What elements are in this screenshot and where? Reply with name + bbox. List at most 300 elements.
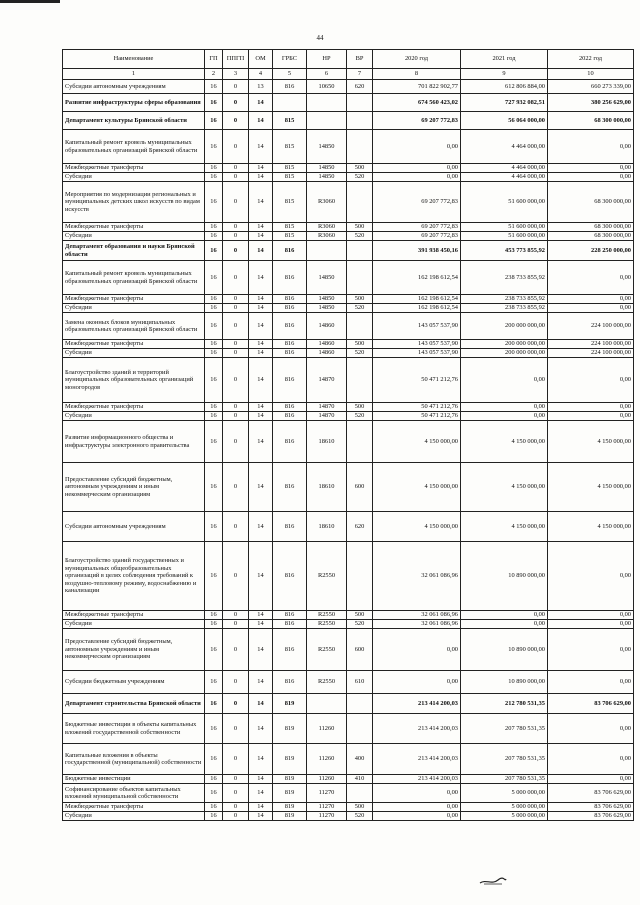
col-number: 5	[273, 69, 307, 80]
row-nr-cell: 14860	[307, 340, 347, 349]
row-ppgp-cell: 0	[223, 812, 249, 821]
row-2021-cell: 51 600 000,00	[461, 182, 548, 223]
row-ppgp-cell: 0	[223, 112, 249, 130]
row-2020-cell: 213 414 200,03	[373, 694, 461, 714]
col-header-gp: ГП	[205, 50, 223, 69]
row-ppgp-cell: 0	[223, 421, 249, 463]
col-number: 7	[347, 69, 373, 80]
row-om-cell: 14	[249, 463, 273, 512]
row-name-cell: Межбюджетные трансферты	[63, 611, 205, 620]
row-grbs-cell: 816	[273, 629, 307, 671]
row-grbs-cell: 815	[273, 182, 307, 223]
row-ppgp-cell: 0	[223, 304, 249, 313]
row-vr-cell	[347, 421, 373, 463]
row-grbs-cell: 816	[273, 512, 307, 542]
row-om-cell: 14	[249, 403, 273, 412]
row-2021-cell: 238 733 855,92	[461, 295, 548, 304]
row-name-cell: Межбюджетные трансферты	[63, 223, 205, 232]
row-name-cell: Предоставление субсидий бюджетным, автономным учреждениям и иным некоммерческим организациям	[63, 463, 205, 512]
row-grbs-cell: 816	[273, 304, 307, 313]
row-nr-cell: 10650	[307, 80, 347, 94]
row-name-cell: Департамент культуры Брянской области	[63, 112, 205, 130]
row-vr-cell	[347, 542, 373, 611]
row-om-cell: 14	[249, 611, 273, 620]
row-name-cell: Предоставление субсидий бюджетным, автономным учреждениям и иным некоммерческим организациям	[63, 629, 205, 671]
row-2021-cell: 212 780 531,35	[461, 694, 548, 714]
row-2021-cell: 727 932 082,51	[461, 94, 548, 112]
row-nr-cell: 14850	[307, 164, 347, 173]
table-row	[63, 512, 634, 542]
row-grbs-cell: 819	[273, 714, 307, 744]
row-2022-cell: 68 300 000,00	[548, 112, 634, 130]
row-vr-cell	[347, 241, 373, 261]
row-nr-cell: 11260	[307, 714, 347, 744]
row-vr-cell	[347, 182, 373, 223]
row-ppgp-cell: 0	[223, 671, 249, 694]
row-grbs-cell: 816	[273, 340, 307, 349]
table-row	[63, 164, 634, 173]
row-nr-cell: 14860	[307, 313, 347, 340]
row-grbs-cell: 815	[273, 232, 307, 241]
row-gp-cell: 16	[205, 463, 223, 512]
row-ppgp-cell: 0	[223, 182, 249, 223]
row-grbs-cell: 816	[273, 349, 307, 358]
row-vr-cell: 620	[347, 512, 373, 542]
row-ppgp-cell: 0	[223, 164, 249, 173]
row-gp-cell: 16	[205, 542, 223, 611]
row-2021-cell: 207 780 531,35	[461, 744, 548, 775]
row-2022-cell: 0,00	[548, 403, 634, 412]
row-2022-cell: 83 706 629,00	[548, 694, 634, 714]
row-ppgp-cell: 0	[223, 611, 249, 620]
row-om-cell: 14	[249, 803, 273, 812]
row-vr-cell	[347, 694, 373, 714]
row-grbs-cell: 819	[273, 694, 307, 714]
row-2022-cell: 0,00	[548, 358, 634, 403]
row-vr-cell: 500	[347, 803, 373, 812]
row-name-cell: Развитие инфраструктуры сферы образования	[63, 94, 205, 112]
col-header-vr: ВР	[347, 50, 373, 69]
row-om-cell: 14	[249, 812, 273, 821]
row-vr-cell: 520	[347, 232, 373, 241]
row-om-cell: 14	[249, 130, 273, 164]
table-row	[63, 261, 634, 295]
row-grbs-cell: 816	[273, 671, 307, 694]
signature-mark	[478, 876, 508, 886]
row-om-cell: 14	[249, 671, 273, 694]
row-2020-cell: 0,00	[373, 671, 461, 694]
row-2021-cell: 5 000 000,00	[461, 812, 548, 821]
row-2022-cell: 0,00	[548, 295, 634, 304]
row-2020-cell: 0,00	[373, 164, 461, 173]
row-grbs-cell: 816	[273, 261, 307, 295]
row-vr-cell: 500	[347, 611, 373, 620]
row-2021-cell: 5 000 000,00	[461, 803, 548, 812]
row-vr-cell: 520	[347, 349, 373, 358]
col-number: 1	[63, 69, 205, 80]
row-2021-cell: 51 600 000,00	[461, 232, 548, 241]
row-nr-cell: R2550	[307, 629, 347, 671]
row-om-cell: 14	[249, 182, 273, 223]
row-name-cell: Капитальный ремонт кровель муниципальных образовательных организаций Брянской области	[63, 261, 205, 295]
row-2020-cell: 4 150 000,00	[373, 463, 461, 512]
row-gp-cell: 16	[205, 261, 223, 295]
row-2021-cell: 200 000 000,00	[461, 340, 548, 349]
row-2021-cell: 10 890 000,00	[461, 542, 548, 611]
row-ppgp-cell: 0	[223, 130, 249, 164]
row-vr-cell: 600	[347, 629, 373, 671]
row-om-cell: 14	[249, 542, 273, 611]
row-ppgp-cell: 0	[223, 80, 249, 94]
col-number: 4	[249, 69, 273, 80]
row-nr-cell: 14870	[307, 412, 347, 421]
row-2020-cell: 32 061 086,96	[373, 542, 461, 611]
row-2020-cell: 143 057 537,90	[373, 313, 461, 340]
row-nr-cell: R3060	[307, 232, 347, 241]
row-2021-cell: 10 890 000,00	[461, 671, 548, 694]
row-ppgp-cell: 0	[223, 403, 249, 412]
row-grbs-cell: 815	[273, 130, 307, 164]
col-header-nr: НР	[307, 50, 347, 69]
row-vr-cell	[347, 714, 373, 744]
row-om-cell: 14	[249, 304, 273, 313]
row-2022-cell: 83 706 629,00	[548, 784, 634, 803]
row-2020-cell: 0,00	[373, 130, 461, 164]
row-vr-cell: 500	[347, 164, 373, 173]
row-gp-cell: 16	[205, 620, 223, 629]
row-name-cell: Субсидии	[63, 412, 205, 421]
row-2020-cell: 143 057 537,90	[373, 349, 461, 358]
row-name-cell: Межбюджетные трансферты	[63, 403, 205, 412]
row-gp-cell: 16	[205, 775, 223, 784]
row-2022-cell: 68 300 000,00	[548, 232, 634, 241]
row-name-cell: Межбюджетные трансферты	[63, 803, 205, 812]
row-vr-cell	[347, 313, 373, 340]
row-vr-cell: 500	[347, 403, 373, 412]
row-om-cell: 14	[249, 784, 273, 803]
row-nr-cell: R2550	[307, 611, 347, 620]
table-row	[63, 349, 634, 358]
row-gp-cell: 16	[205, 130, 223, 164]
row-vr-cell: 520	[347, 304, 373, 313]
row-vr-cell: 500	[347, 295, 373, 304]
row-om-cell: 14	[249, 358, 273, 403]
row-2022-cell: 68 300 000,00	[548, 182, 634, 223]
row-gp-cell: 16	[205, 784, 223, 803]
row-2021-cell: 207 780 531,35	[461, 775, 548, 784]
row-om-cell: 14	[249, 223, 273, 232]
row-ppgp-cell: 0	[223, 241, 249, 261]
row-2022-cell: 0,00	[548, 775, 634, 784]
row-ppgp-cell: 0	[223, 313, 249, 340]
row-nr-cell: 11260	[307, 775, 347, 784]
table-row	[63, 812, 634, 821]
row-2022-cell: 0,00	[548, 542, 634, 611]
row-om-cell: 14	[249, 313, 273, 340]
row-nr-cell: 14850	[307, 130, 347, 164]
row-2020-cell: 4 150 000,00	[373, 512, 461, 542]
row-2021-cell: 207 780 531,35	[461, 714, 548, 744]
row-2020-cell: 69 207 772,83	[373, 223, 461, 232]
row-ppgp-cell: 0	[223, 620, 249, 629]
row-nr-cell: 14850	[307, 261, 347, 295]
table-body	[63, 80, 634, 821]
row-om-cell: 14	[249, 349, 273, 358]
row-gp-cell: 16	[205, 112, 223, 130]
row-2021-cell: 10 890 000,00	[461, 629, 548, 671]
row-name-cell: Субсидии	[63, 349, 205, 358]
row-gp-cell: 16	[205, 714, 223, 744]
row-name-cell: Субсидии	[63, 173, 205, 182]
row-name-cell: Бюджетные инвестиции	[63, 775, 205, 784]
row-2022-cell: 380 256 629,00	[548, 94, 634, 112]
row-grbs-cell: 815	[273, 173, 307, 182]
row-gp-cell: 16	[205, 304, 223, 313]
col-number: 10	[548, 69, 634, 80]
row-grbs-cell: 816	[273, 463, 307, 512]
row-name-cell: Субсидии	[63, 812, 205, 821]
row-2020-cell: 50 471 212,76	[373, 403, 461, 412]
row-2020-cell: 69 207 772,83	[373, 112, 461, 130]
row-om-cell: 14	[249, 744, 273, 775]
row-2021-cell: 612 806 884,00	[461, 80, 548, 94]
row-name-cell: Субсидии автономным учреждениям	[63, 80, 205, 94]
row-grbs-cell: 816	[273, 421, 307, 463]
row-2021-cell: 238 733 855,92	[461, 304, 548, 313]
row-vr-cell: 520	[347, 620, 373, 629]
row-2022-cell: 224 100 000,00	[548, 349, 634, 358]
column-number-row	[63, 69, 634, 80]
row-2022-cell: 0,00	[548, 744, 634, 775]
row-name-cell: Мероприятия по модернизации региональных и муниципальных детских школ искусств по видам искусств	[63, 182, 205, 223]
row-om-cell: 14	[249, 421, 273, 463]
col-header-om: ОМ	[249, 50, 273, 69]
row-gp-cell: 16	[205, 164, 223, 173]
top-edge-mark	[0, 0, 60, 3]
row-grbs-cell: 819	[273, 812, 307, 821]
row-om-cell: 14	[249, 241, 273, 261]
table-row	[63, 744, 634, 775]
table-row	[63, 232, 634, 241]
table-row	[63, 304, 634, 313]
row-ppgp-cell: 0	[223, 744, 249, 775]
row-nr-cell: 11270	[307, 803, 347, 812]
row-2020-cell: 0,00	[373, 803, 461, 812]
row-2021-cell: 238 733 855,92	[461, 261, 548, 295]
row-vr-cell	[347, 261, 373, 295]
row-2020-cell: 69 207 772,83	[373, 182, 461, 223]
row-gp-cell: 16	[205, 340, 223, 349]
row-2020-cell: 0,00	[373, 784, 461, 803]
row-grbs-cell	[273, 94, 307, 112]
row-vr-cell: 400	[347, 744, 373, 775]
row-grbs-cell: 815	[273, 112, 307, 130]
row-2020-cell: 162 198 612,54	[373, 295, 461, 304]
row-grbs-cell: 815	[273, 164, 307, 173]
row-nr-cell: 14850	[307, 295, 347, 304]
row-name-cell: Межбюджетные трансферты	[63, 295, 205, 304]
row-ppgp-cell: 0	[223, 694, 249, 714]
row-om-cell: 14	[249, 112, 273, 130]
row-ppgp-cell: 0	[223, 94, 249, 112]
table-row	[63, 295, 634, 304]
row-nr-cell	[307, 694, 347, 714]
row-name-cell: Бюджетные инвестиции в объекты капитальных вложений государственной собственности	[63, 714, 205, 744]
row-nr-cell: R3060	[307, 182, 347, 223]
table-row	[63, 112, 634, 130]
row-2022-cell: 0,00	[548, 714, 634, 744]
row-ppgp-cell: 0	[223, 412, 249, 421]
table-row	[63, 173, 634, 182]
row-2021-cell: 0,00	[461, 412, 548, 421]
row-grbs-cell: 816	[273, 403, 307, 412]
row-ppgp-cell: 0	[223, 223, 249, 232]
row-ppgp-cell: 0	[223, 542, 249, 611]
row-vr-cell: 620	[347, 80, 373, 94]
row-nr-cell: R2550	[307, 671, 347, 694]
table-row	[63, 694, 634, 714]
row-ppgp-cell: 0	[223, 261, 249, 295]
row-2022-cell: 83 706 629,00	[548, 803, 634, 812]
row-2021-cell: 453 773 855,92	[461, 241, 548, 261]
row-2021-cell: 4 150 000,00	[461, 463, 548, 512]
row-2021-cell: 4 150 000,00	[461, 421, 548, 463]
row-nr-cell	[307, 112, 347, 130]
row-2020-cell: 32 061 086,96	[373, 620, 461, 629]
row-2022-cell: 4 150 000,00	[548, 463, 634, 512]
row-grbs-cell: 816	[273, 358, 307, 403]
table-row	[63, 542, 634, 611]
row-2021-cell: 200 000 000,00	[461, 349, 548, 358]
row-grbs-cell: 816	[273, 611, 307, 620]
row-gp-cell: 16	[205, 803, 223, 812]
col-header-2021: 2021 год	[461, 50, 548, 69]
table-row	[63, 611, 634, 620]
row-2020-cell: 143 057 537,90	[373, 340, 461, 349]
row-nr-cell: 14850	[307, 173, 347, 182]
row-nr-cell: 14870	[307, 358, 347, 403]
table-row	[63, 313, 634, 340]
row-2022-cell: 660 273 339,00	[548, 80, 634, 94]
table-row	[63, 403, 634, 412]
row-name-cell: Благоустройство зданий государственных и муниципальных общеобразовательных организаций в целях соблюдения требований к воздушно-тепловому режиму, водоснабжению и канализации	[63, 542, 205, 611]
row-vr-cell	[347, 112, 373, 130]
budget-table	[62, 49, 634, 821]
table-row	[63, 94, 634, 112]
row-vr-cell: 520	[347, 173, 373, 182]
row-2020-cell: 213 414 200,03	[373, 775, 461, 784]
row-2021-cell: 0,00	[461, 358, 548, 403]
row-2022-cell: 0,00	[548, 412, 634, 421]
table-row	[63, 803, 634, 812]
row-gp-cell: 16	[205, 671, 223, 694]
table-row	[63, 629, 634, 671]
col-header-name: Наименование	[63, 50, 205, 69]
row-om-cell: 14	[249, 412, 273, 421]
row-om-cell: 14	[249, 694, 273, 714]
row-ppgp-cell: 0	[223, 340, 249, 349]
row-gp-cell: 16	[205, 223, 223, 232]
row-gp-cell: 16	[205, 812, 223, 821]
table-row	[63, 223, 634, 232]
row-name-cell: Субсидии	[63, 232, 205, 241]
row-2022-cell: 0,00	[548, 671, 634, 694]
row-vr-cell	[347, 94, 373, 112]
row-2022-cell: 0,00	[548, 629, 634, 671]
row-vr-cell: 610	[347, 671, 373, 694]
row-name-cell: Капитальные вложения в объекты государственной (муниципальной) собственности	[63, 744, 205, 775]
row-vr-cell	[347, 784, 373, 803]
row-vr-cell: 500	[347, 223, 373, 232]
row-2020-cell: 0,00	[373, 812, 461, 821]
row-gp-cell: 16	[205, 629, 223, 671]
row-2020-cell: 50 471 212,76	[373, 412, 461, 421]
table-row	[63, 463, 634, 512]
header-row	[63, 50, 634, 69]
row-nr-cell	[307, 241, 347, 261]
row-nr-cell: 11270	[307, 812, 347, 821]
row-vr-cell	[347, 130, 373, 164]
row-gp-cell: 16	[205, 412, 223, 421]
row-2021-cell: 4 464 000,00	[461, 173, 548, 182]
row-nr-cell: 18610	[307, 463, 347, 512]
row-nr-cell	[307, 94, 347, 112]
row-om-cell: 14	[249, 714, 273, 744]
row-2022-cell: 4 150 000,00	[548, 421, 634, 463]
row-gp-cell: 16	[205, 173, 223, 182]
row-grbs-cell: 819	[273, 803, 307, 812]
row-gp-cell: 16	[205, 421, 223, 463]
row-2022-cell: 228 250 000,00	[548, 241, 634, 261]
table-row	[63, 421, 634, 463]
row-vr-cell: 520	[347, 812, 373, 821]
row-2021-cell: 4 150 000,00	[461, 512, 548, 542]
col-number: 6	[307, 69, 347, 80]
row-ppgp-cell: 0	[223, 232, 249, 241]
row-ppgp-cell: 0	[223, 358, 249, 403]
row-gp-cell: 16	[205, 744, 223, 775]
row-name-cell: Межбюджетные трансферты	[63, 164, 205, 173]
row-2022-cell: 0,00	[548, 261, 634, 295]
row-nr-cell: 11260	[307, 744, 347, 775]
row-grbs-cell: 816	[273, 620, 307, 629]
row-ppgp-cell: 0	[223, 173, 249, 182]
row-2022-cell: 0,00	[548, 130, 634, 164]
col-header-2020: 2020 год	[373, 50, 461, 69]
col-header-ppgp: ППГП	[223, 50, 249, 69]
table-row	[63, 714, 634, 744]
row-2020-cell: 32 061 086,96	[373, 611, 461, 620]
row-om-cell: 14	[249, 173, 273, 182]
row-nr-cell: 14850	[307, 304, 347, 313]
row-2020-cell: 4 150 000,00	[373, 421, 461, 463]
row-gp-cell: 16	[205, 694, 223, 714]
row-grbs-cell: 816	[273, 241, 307, 261]
row-2022-cell: 0,00	[548, 173, 634, 182]
row-vr-cell	[347, 358, 373, 403]
col-header-grbs: ГРБС	[273, 50, 307, 69]
row-name-cell: Капитальный ремонт кровель муниципальных образовательных организаций Брянской области	[63, 130, 205, 164]
row-name-cell: Субсидии бюджетным учреждениям	[63, 671, 205, 694]
row-2021-cell: 5 000 000,00	[461, 784, 548, 803]
table-row	[63, 412, 634, 421]
row-ppgp-cell: 0	[223, 349, 249, 358]
row-grbs-cell: 819	[273, 744, 307, 775]
row-grbs-cell: 816	[273, 295, 307, 304]
row-om-cell: 14	[249, 295, 273, 304]
row-name-cell: Межбюджетные трансферты	[63, 340, 205, 349]
row-2020-cell: 162 198 612,54	[373, 304, 461, 313]
